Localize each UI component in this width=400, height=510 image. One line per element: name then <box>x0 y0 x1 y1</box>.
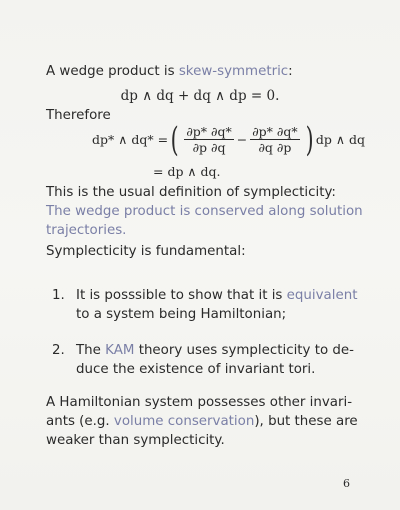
equation-line-2: = dp ∧ dq. <box>153 164 221 179</box>
kam-highlight: KAM <box>105 343 135 358</box>
list-number: 1. <box>52 288 65 303</box>
fundamental-heading: Symplecticity is fundamental: <box>46 244 246 259</box>
therefore-text: Therefore <box>46 108 111 123</box>
intro-pre: A wedge product is <box>46 64 179 79</box>
list-item-text: It is posssible to show that it is <box>76 288 287 303</box>
skew-symmetric-highlight: skew-symmetric <box>178 64 289 79</box>
fraction-2-denominator: ∂q ∂p <box>258 140 292 155</box>
hamiltonian-text <box>46 393 366 450</box>
hamiltonian-pre: A Hamiltonian system possesses other invari-ants (e.g. <box>46 395 353 429</box>
definition-text <box>46 183 366 240</box>
volume-conservation-highlight: volume conservation <box>113 414 255 429</box>
list-item-text-end: to a system being Hamiltonian; <box>76 307 287 322</box>
list-item <box>52 341 366 379</box>
list-item-text-end: theory uses symplecticity to de-duce the existence of invariant tori. <box>76 343 355 377</box>
fraction-1-numerator: ∂p* ∂q* <box>186 124 232 139</box>
fraction-1-denominator: ∂p ∂q <box>192 140 226 155</box>
symplectic-equation <box>92 119 365 179</box>
equation-line-1 <box>92 119 365 160</box>
fraction-2 <box>250 124 299 155</box>
intro-text <box>46 62 366 81</box>
list-item-text: The <box>76 343 106 358</box>
wedge-conserved-highlight: The wedge product is conserved along solution trajectories. <box>46 204 363 238</box>
fraction-1 <box>184 124 233 155</box>
right-paren: ) <box>305 119 314 160</box>
minus-sign: − <box>236 132 248 147</box>
fraction-2-numerator: ∂p* ∂q* <box>252 124 298 139</box>
equation-rhs: dp ∧ dq <box>315 132 365 147</box>
page-number: 6 <box>343 477 350 490</box>
intro-post: : <box>288 64 293 79</box>
equivalent-highlight: equivalent <box>286 288 358 303</box>
list-item <box>52 286 366 324</box>
definition-line-1: This is the usual definition of symplecticity: <box>46 185 336 200</box>
left-paren: ( <box>170 119 179 160</box>
equation-lhs: dp* ∧ dq* = <box>92 132 169 147</box>
wedge-equation: dp ∧ dq + dq ∧ dp = 0. <box>120 88 280 104</box>
list-number: 2. <box>52 343 65 358</box>
hamiltonian-post: ), but these are weaker than symplecticity. <box>46 414 358 448</box>
